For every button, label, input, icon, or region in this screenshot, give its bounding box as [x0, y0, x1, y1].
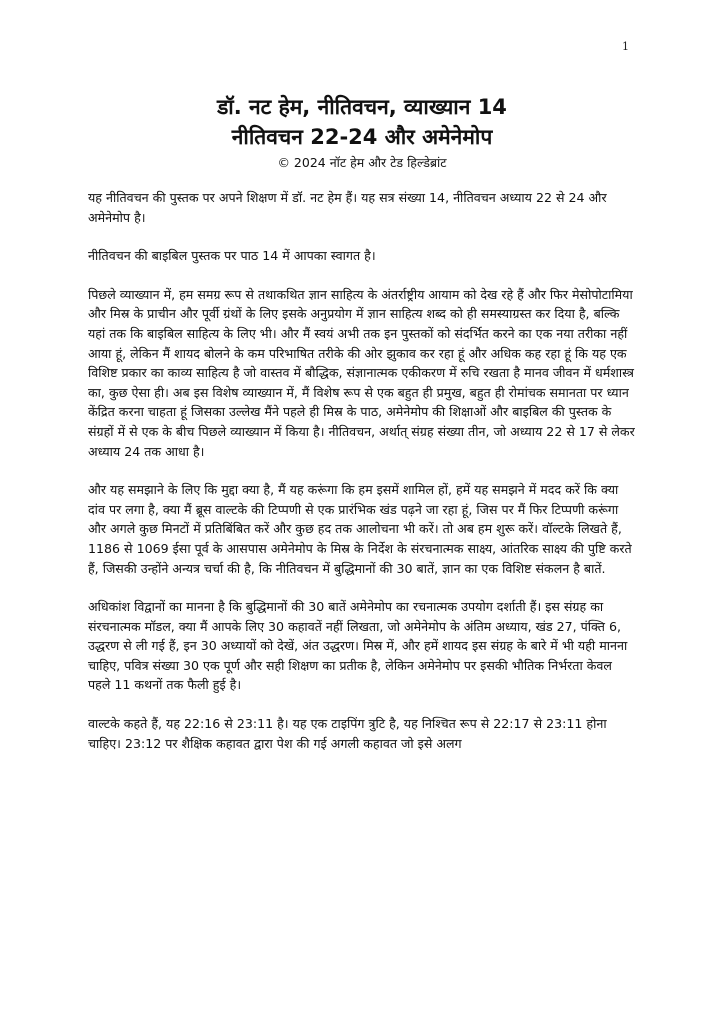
paragraph-1: यह नीतिवचन की पुस्तक पर अपने शिक्षण में डॉ. नट हेम हैं। यह सत्र संख्या 14, नीतिवचन अध्याय 22 से 24 और अमेनेमोप है।: [88, 190, 607, 225]
document-body: [88, 188, 636, 772]
title-line-2: नीतिवचन 22-24 और अमेनेमोप: [231, 125, 493, 149]
paragraph-2: नीतिवचन की बाइबिल पुस्तक पर पाठ 14 में आपका स्वागत है।: [88, 248, 376, 264]
paragraph-5: अधिकांश विद्वानों का मानना है कि बुद्धिमानों की 30 बातें अमेनेमोप का रचनात्मक उपयोग दर्शाती हैं। इस संग्रह का संरचनात्मक मॉडल, क्या मैं आपके लिए 30 कहावतें नहीं लिखता, जो अमेनेमोप के अंतिम अध्याय, खंड 27, पंक्ति 6, उद्धरण से ली गई हैं, इन 30 अध्यायों को देखें, अंत उद्धरण। मिस्र में, और हमें शायद इस संग्रह के बारे में भी यही मानना चाहिए, पवित्र संख्या 30 एक पूर्ण और सही शिक्षण का प्रतीक है, लेकिन अमेनेमोप पर इसकी भौतिक निर्भरता केवल पहले 11 कथनों तक फैली हुई है।: [88, 599, 628, 693]
document-header: [0, 92, 724, 172]
title-line-1: डॉ. नट हेम, नीतिवचन, व्याख्यान 14: [217, 95, 507, 119]
document-title: [0, 92, 724, 152]
page-number: 1: [622, 40, 629, 53]
paragraph-4: और यह समझाने के लिए कि मुद्दा क्या है, मैं यह करूंगा कि हम इसमें शामिल हों, हमें यह समझने में मदद करें कि क्या दांव पर लगा है, क्या मैं ब्रूस वाल्टके की टिप्पणी से एक प्रारंभिक खंड पढ़ने जा रहा हूं, जिस पर मैं फिर टिप्पणी करूंगा और अगले कुछ मिनटों में प्रतिबिंबित करें और कुछ हद तक आलोचना भी करें। तो अब हम शुरू करें। वॉल्टके लिखते हैं, 1186 से 1069 ईसा पूर्व के आसपास अमेनेमोप के मिस्र के निर्देश के संरचनात्मक साक्ष्य, आंतरिक साक्ष्य की पुष्टि करते हैं, जिसकी उन्होंने अन्यत्र चर्चा की है, कि नीतिवचन में बुद्धिमानों की 30 बातें, ज्ञान का एक विशिष्ट संकलन है बातें.: [88, 482, 632, 576]
paragraph-6: वाल्टके कहते हैं, यह 22:16 से 23:11 है। यह एक टाइपिंग त्रुटि है, यह निश्चित रूप से 22:17 से 23:11 होना चाहिए। 23:12 पर शैक्षिक कहावत द्वारा पेश की गई अगली कहावत जो इसे अलग: [88, 716, 607, 751]
copyright-line: © 2024 नॉट हेम और टेड हिल्डेब्रांट: [277, 155, 447, 170]
paragraph-3: पिछले व्याख्यान में, हम समग्र रूप से तथाकथित ज्ञान साहित्य के अंतर्राष्ट्रीय आयाम को देख रहे हैं और फिर मेसोपोटामिया और मिस्र के प्राचीन और पूर्वी ग्रंथों के लिए इसके अनुप्रयोग में ज्ञान साहित्य शब्द को ही समस्याग्रस्त कर दिया है, बल्कि यहां तक कि बाइबिल साहित्य के लिए भी। और मैं स्वयं अभी तक इन पुस्तकों को संदर्भित करने का एक नया तरीका नहीं आया हूं, लेकिन मैं शायद बोलने के कम परिभाषित तरीके की ओर झुकाव कर रहा हूं और अधिक कह रहा हूं कि यह एक विशिष्ट प्रकार का काव्य साहित्य है जो वास्तव में बौद्धिक, संज्ञानात्मक एकीकरण में रुचि रखता है मानव जीवन में धर्मशास्त्र का, कुछ ऐसा ही। अब इस विशेष व्याख्यान में, मैं विशेष रूप से एक बहुत ही प्रमुख, बहुत ही रोमांचक समानता पर ध्यान केंद्रित करना चाहता हूं जिसका उल्लेख मैंने पहले ही मिस्र के पाठ, अमेनेमोप की शिक्षाओं और बाइबिल की पुस्तक के संग्रहों में से एक के बीच पिछले व्याख्यान में किया है। नीतिवचन, अर्थात् संग्रह संख्या तीन, जो अध्याय 22 से 17 से लेकर अध्याय 24 तक आधा है।: [88, 286, 635, 459]
